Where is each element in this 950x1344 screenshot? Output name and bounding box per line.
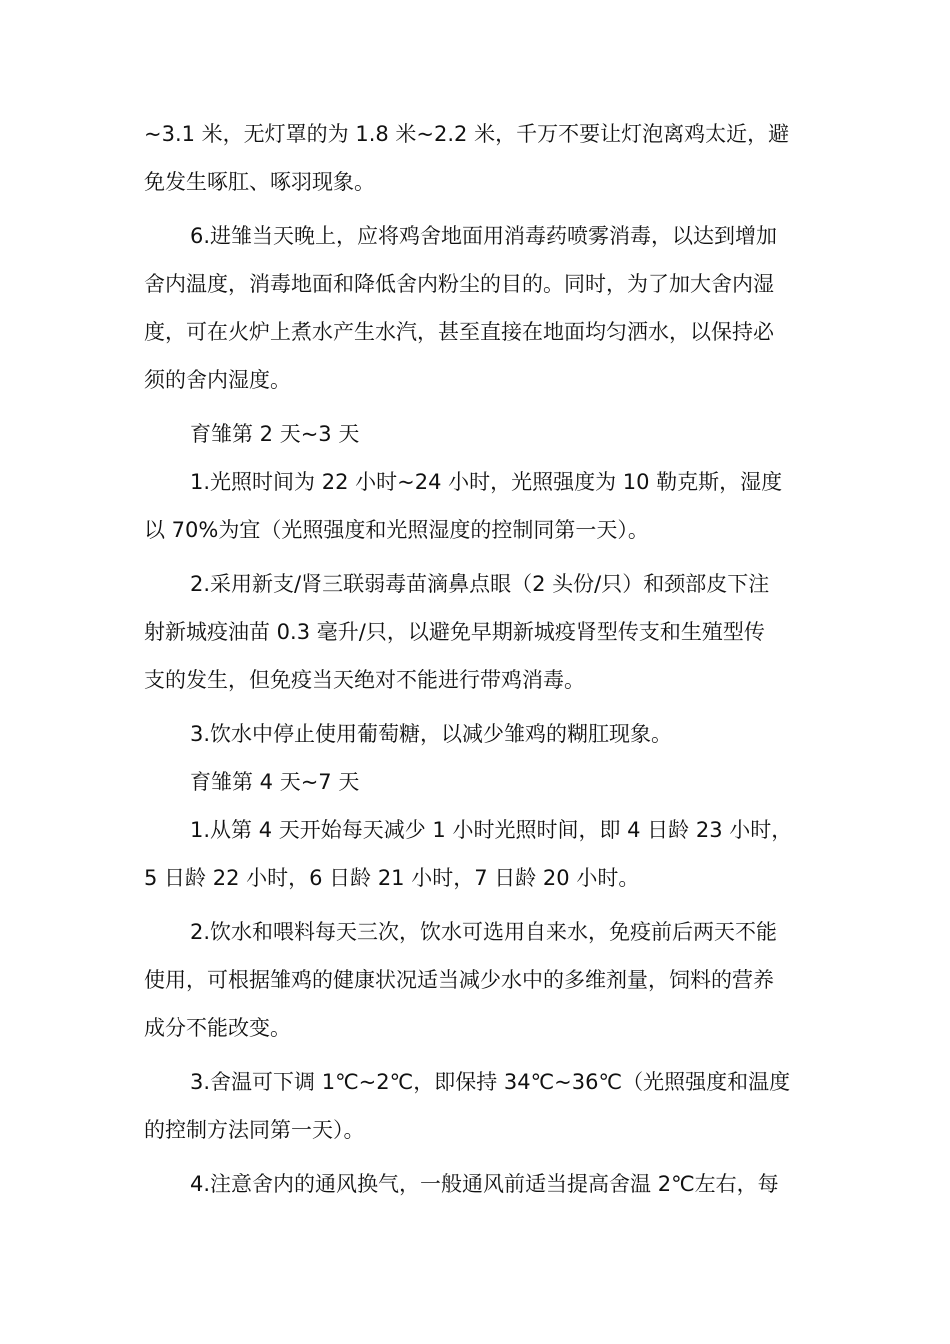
paragraph-continuation [144,110,810,206]
section-heading-day-2-3 [144,410,810,458]
paragraph-item-2 [144,908,810,1052]
text-line: 4.注意舍内的通风换气，一般通风前适当提高舍温 2℃左右，每 [190,1172,779,1196]
text-line: 1.从第 4 天开始每天减少 1 小时光照时间，即 4 日龄 23 小时， [190,818,793,842]
paragraph-item-1 [144,458,810,554]
text-line: 支的发生，但免疫当天绝对不能进行带鸡消毒。 [144,668,585,692]
text-line: 3.舍温可下调 1℃~2℃，即保持 34℃~36℃（光照强度和温度 [190,1070,791,1094]
heading-text: 育雏第 4 天~7 天 [190,770,360,794]
paragraph-item-3 [144,1058,810,1154]
text-line: 2.饮水和喂料每天三次，饮水可选用自来水，免疫前后两天不能 [190,920,778,944]
paragraph-item-3 [144,710,810,758]
paragraph-item-2 [144,560,810,704]
text-line: 度，可在火炉上煮水产生水汽，甚至直接在地面均匀洒水，以保持必 [144,320,774,344]
text-line: 射新城疫油苗 0.3 毫升/只，以避免早期新城疫肾型传支和生殖型传 [144,620,765,644]
document-body [144,110,810,1214]
section-heading-day-4-7 [144,758,810,806]
text-line: 成分不能改变。 [144,1016,291,1040]
text-line: 2.采用新支/肾三联弱毒苗滴鼻点眼（2 头份/只）和颈部皮下注 [190,572,770,596]
text-line: 6.进雏当天晚上，应将鸡舍地面用消毒药喷雾消毒，以达到增加 [190,224,778,248]
text-line: 3.饮水中停止使用葡萄糖，以减少雏鸡的糊肛现象。 [190,722,673,746]
paragraph-item-4 [144,1160,810,1208]
text-line: 使用，可根据雏鸡的健康状况适当减少水中的多维剂量，饲料的营养 [144,968,774,992]
paragraph-item-6 [144,212,810,404]
text-line: 舍内温度，消毒地面和降低舍内粉尘的目的。同时，为了加大舍内湿 [144,272,774,296]
paragraph-item-1 [144,806,810,902]
text-line: 须的舍内湿度。 [144,368,291,392]
text-line: 以 70%为宜（光照强度和光照湿度的控制同第一天）。 [144,518,649,542]
heading-text: 育雏第 2 天~3 天 [190,422,360,446]
text-line: 5 日龄 22 小时，6 日龄 21 小时，7 日龄 20 小时。 [144,866,640,890]
text-line: ~3.1 米，无灯罩的为 1.8 米~2.2 米，千万不要让灯泡离鸡太近，避 [144,122,790,146]
text-line: 的控制方法同第一天）。 [144,1118,365,1142]
text-line: 免发生啄肛、啄羽现象。 [144,170,375,194]
text-line: 1.光照时间为 22 小时~24 小时，光照强度为 10 勒克斯，湿度 [190,470,783,494]
